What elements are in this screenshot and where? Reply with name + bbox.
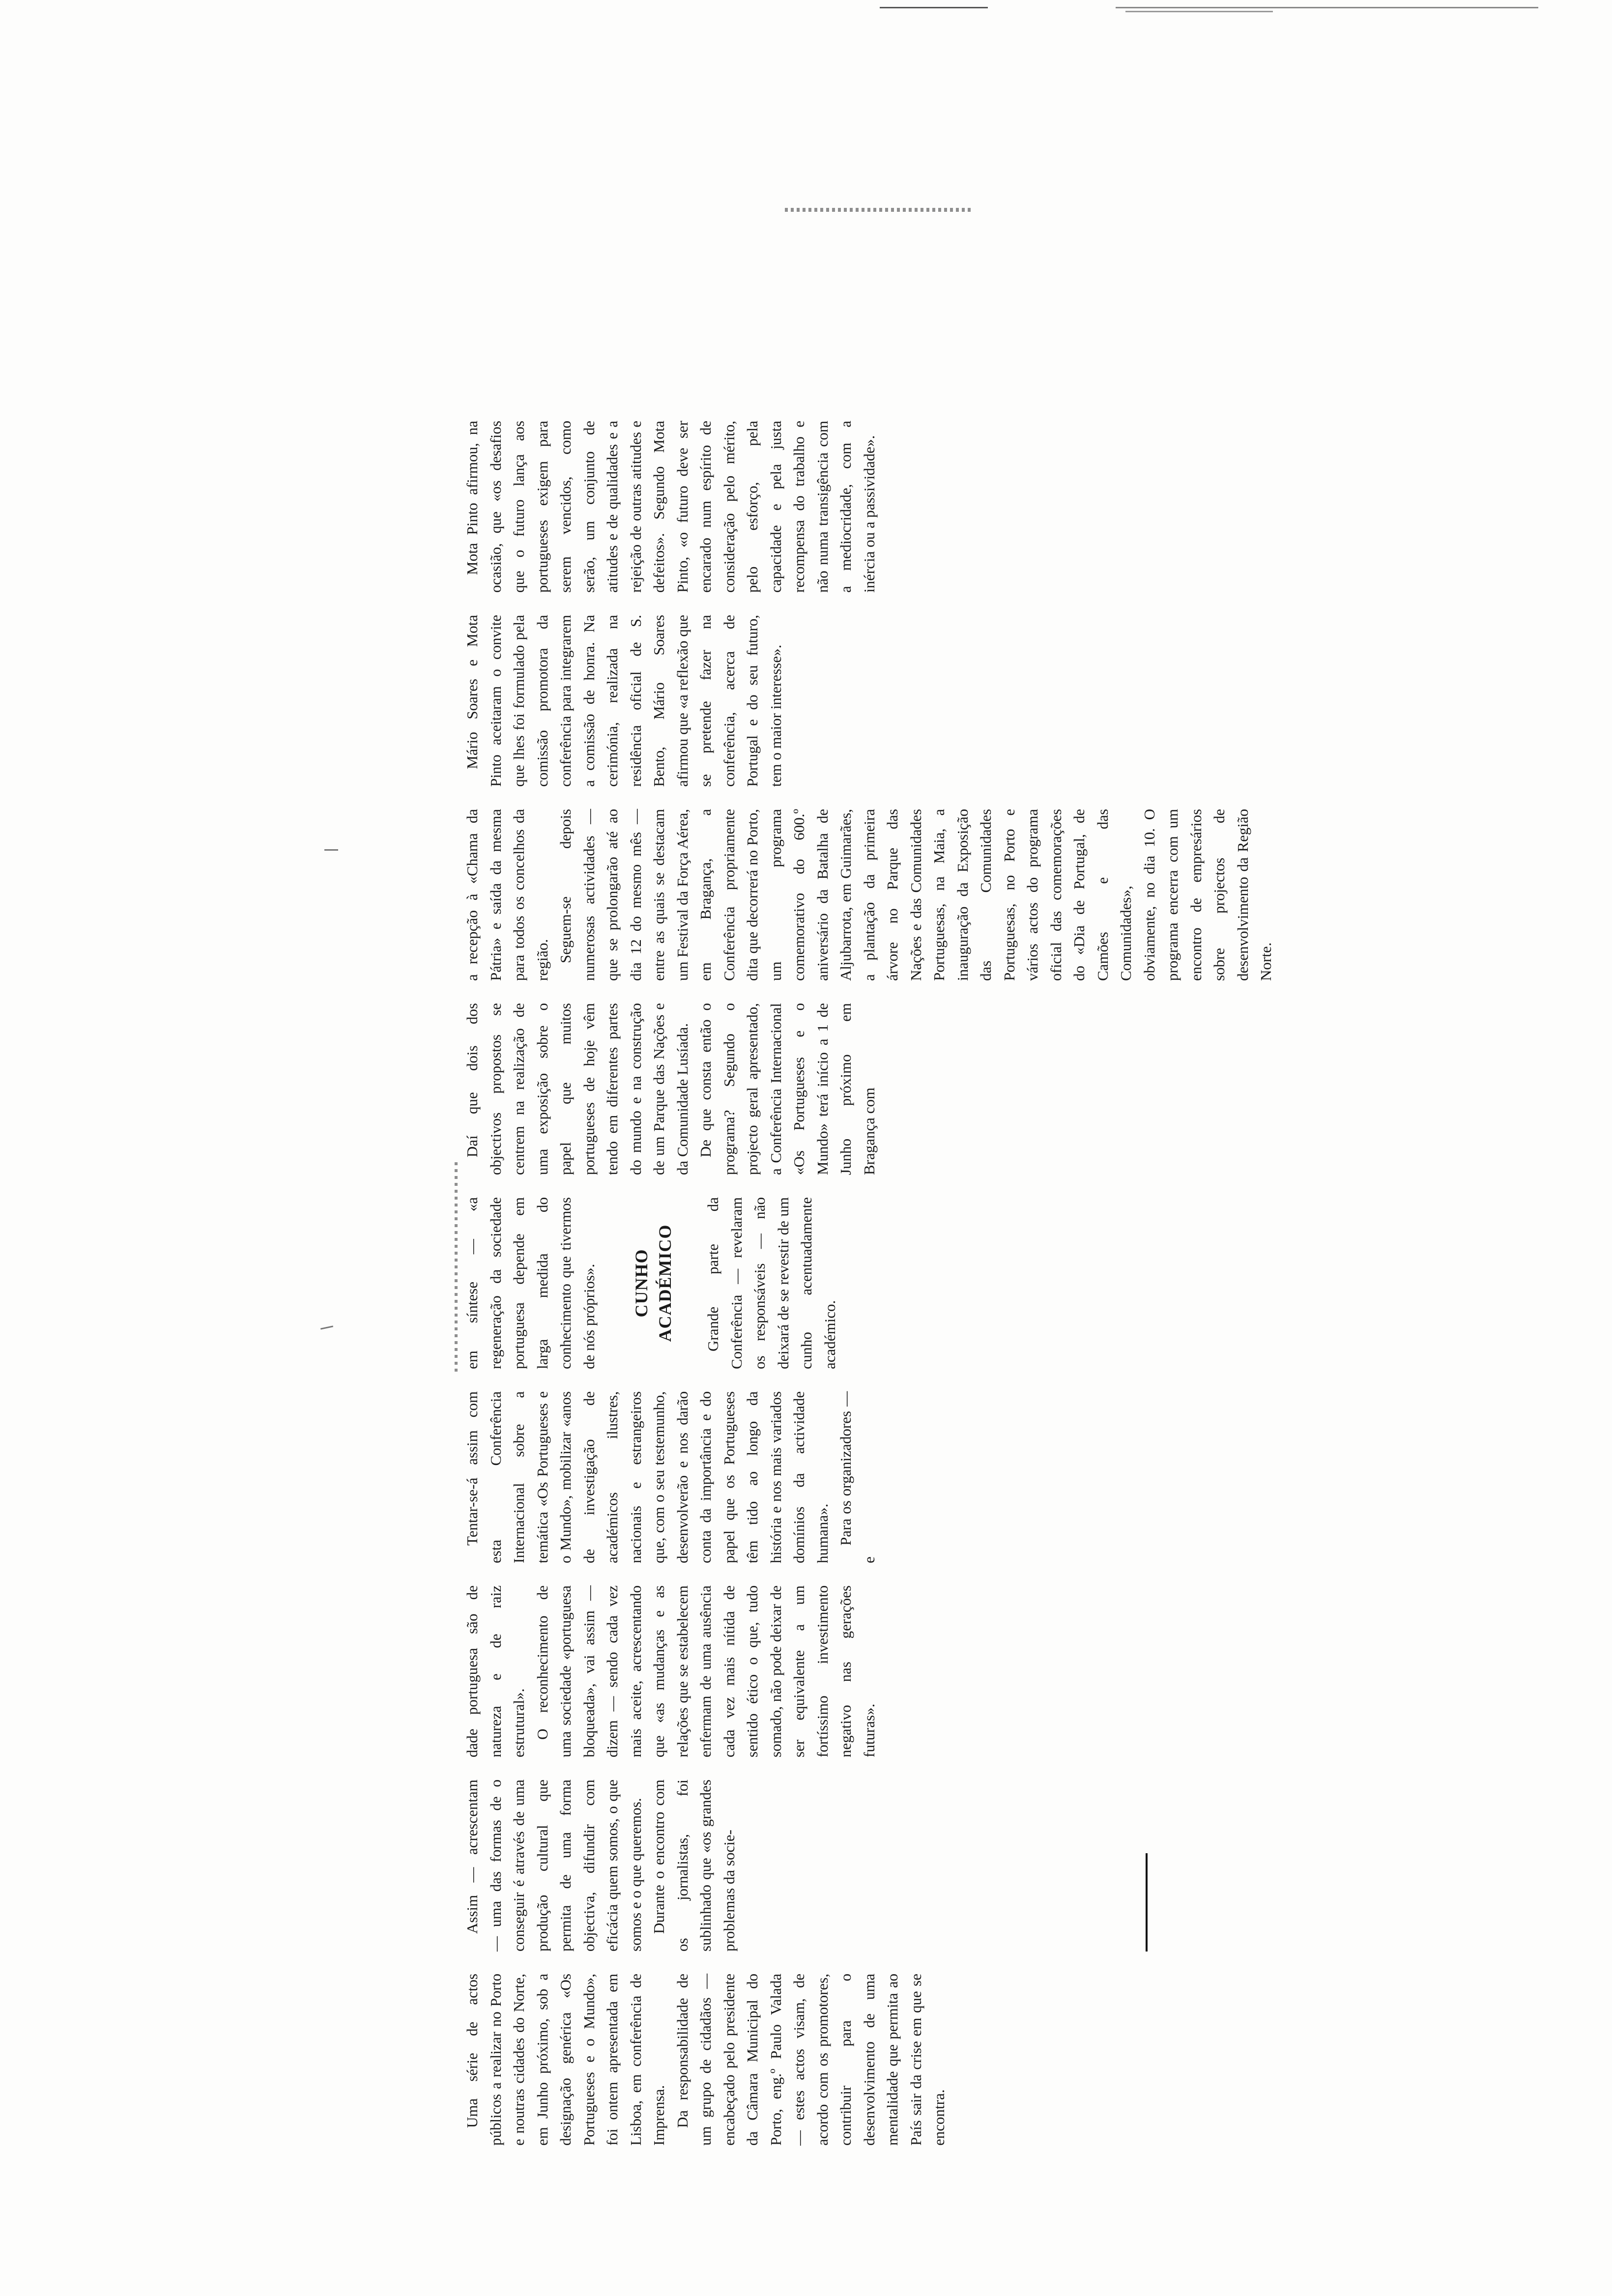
article-column-3 <box>461 1585 1144 1757</box>
scan-tick-mark <box>324 849 338 851</box>
scan-edge-mark <box>1116 7 1538 8</box>
article-column-7 <box>461 809 1274 981</box>
article-column-2 <box>461 1779 1144 1952</box>
paragraph: O reconhecimento de uma sociedade «portuguesa bloqueada», vai assim — dizem — sendo cada vez mais aceite, acrescentando que «as mudanças e as relações que se estabelecem enfermam de uma ausência cada vez mais nítida de sentido ético o que, tudo somado, não pode deixar de ser equivalente a um fortíssimo investimento negativo nas gerações futuras». <box>533 1585 878 1757</box>
scan-tick-mark <box>320 1325 333 1329</box>
paragraph: Da responsabilidade de um grupo de cidadãos — encabeçado pelo presidente da Câmara Municipal do Porto, eng.º Paulo Valada — estes actos visam, de acordo com os promotores, contribuir para o desenvolvimento de uma mentalidade que permita ao País sair da crise em que se encontra. <box>673 1974 948 2146</box>
section-heading: CUNHO ACADÉMICO <box>632 1224 675 1342</box>
paragraph: Daí que dois dos objectivos propostos se centrem na realização de uma exposição sobre o papel que muitos portugueses de hoje vêm tendo em diferentes partes do mundo e na construção de um Parque das Nações e da Comunidade Lusíada. <box>463 1003 691 1175</box>
paragraph: Uma série de actos públicos a realizar no Porto e noutras cidades do Norte, em Junho próximo, sob a designação genérica «Os Portugueses e o Mundo», foi ontem apresentada em Lisboa, em conferência de Imprensa. <box>463 1974 667 2146</box>
column-end-rule <box>1146 1853 1148 1952</box>
paragraph: Seguem-se depois numerosas actividades — que se prolongarão até ao dia 12 do mesmo mês — entre as quais se destacam um Festival da Força Aérea, em Bragança, a Conferência propriamente dita que decorrerá no Porto, um programa comemorativo do 600.º aniversário da Batalha de Aljubarrota, em Guimarães, a plantação da primeira árvore no Parque das Nações e das Comunidades Portuguesas, na Maia, a inauguração da Exposição das Comunidades Portuguesas, no Porto e vários actos do programa oficial das comemorações do «Dia de Portugal, de Camões e das Comunidades», obviamente, no dia 10. O programa encerra com um encontro de empresários sobre projectos de desenvolvimento da Região Norte. <box>557 809 1274 981</box>
paragraph: Tentar-se-á assim com esta Conferência Internacional sobre a temática «Os Portugueses e o Mundo», mobilizar «anos de investigação de académicos ilustres, nacionais e estrangeiros que, com o seu testemunho, desenvolverão e nos darão conta da importância e do papel que os Portugueses têm tido ao longo da história e nos mais variados domínios da actividade humana». <box>463 1391 831 1563</box>
article-column-6 <box>461 1003 1144 1175</box>
paragraph: em síntese — «a regeneração da sociedade portuguesa depende em larga medida do conhecimento que tivermos de nós próprios». <box>463 1197 598 1369</box>
paragraph: Mário Soares e Mota Pinto aceitaram o convite que lhes foi formulado pela comissão promotora da conferência para integrarem a comissão de honra. Na cerimónia, realizada na residência oficial de S. Bento, Mário Soares afirmou que «a reflexão que se pretende fazer na conferência, acerca de Portugal e do seu futuro, tem o maior interesse». <box>463 615 784 787</box>
article-column-9 <box>461 421 1144 593</box>
article-column-1 <box>461 1974 1144 2146</box>
scan-edge-mark <box>1125 11 1273 12</box>
paragraph: Durante o encontro com os jornalistas, foi sublinhado que «os grandes problemas da socie- <box>650 1779 738 1952</box>
paragraph: Mota Pinto afirmou, na ocasião, que «os desafios que o futuro lança aos portugueses exigem para serem vencidos, como serão, um conjunto de atitudes e de qualidades e a rejeição de outras atitudes e defeitos». Segundo Mota Pinto, «o futuro deve ser encarado num espírito de consideração pelo mérito, pelo esforço, pela capacidade e pela justa recompensa do trabalho e não numa transigência com a mediocridade, com a inércia ou a passividade». <box>463 421 878 593</box>
paragraph: De que consta então o programa? Segundo o projecto geral apresentado, a Conferência Internacional «Os Portugueses e o Mundo» terá início a 1 de Junho próximo em Bragança com <box>697 1003 878 1175</box>
paragraph: Assim — acrescentam — uma das formas de o conseguir é através de uma produção cultural que permita de uma forma objectiva, difundir com eficácia quem somos, o que somos e o que queremos. <box>463 1779 644 1952</box>
paragraph: dade portuguesa são de natureza e de raiz estrutural». <box>463 1585 527 1757</box>
print-smudge <box>785 208 972 212</box>
paragraph: a recepção à «Chama da Pátria» e saída da mesma para todos os concelhos da região. <box>463 809 551 981</box>
article-column-4 <box>461 1391 1144 1563</box>
newspaper-article <box>461 386 1274 2146</box>
scan-edge-mark <box>880 7 988 8</box>
print-smudge <box>455 1160 458 1372</box>
article-column-5 <box>461 1197 1144 1369</box>
paragraph: Grande parte da Conferência — revelaram os responsáveis — não deixará de se revestir de um cunho acentuadamente académico. <box>704 1197 838 1369</box>
paragraph: Para os organizadores — e <box>837 1391 878 1563</box>
article-column-8 <box>461 615 1144 787</box>
